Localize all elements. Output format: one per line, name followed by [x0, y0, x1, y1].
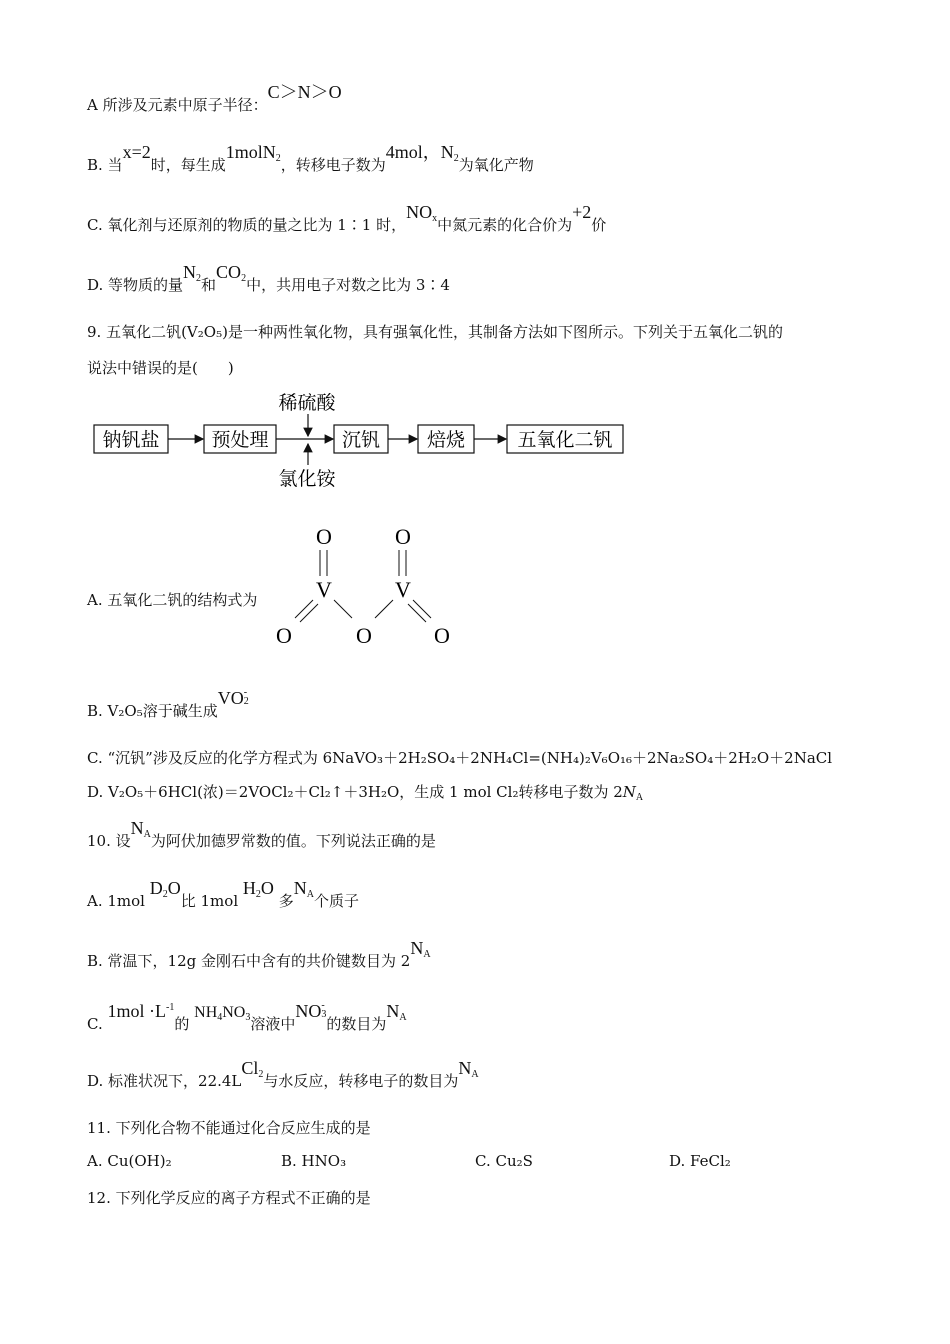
vo2-sub: 2	[243, 696, 249, 707]
q9-option-d	[87, 782, 643, 808]
vo2-main: VO	[217, 688, 244, 708]
x-equals: x=2	[122, 142, 151, 162]
valence-value: +2	[572, 202, 592, 222]
n2-main: N	[183, 262, 197, 282]
d2o-sub: 2	[162, 889, 168, 900]
q10-option-a	[87, 878, 359, 917]
avogadro-sub: A	[635, 792, 644, 803]
d2o-d: D	[149, 878, 163, 898]
n2-amount-sub: 2	[275, 153, 281, 164]
co2-main: CO	[216, 262, 242, 282]
q10-a-more: 多	[278, 892, 294, 910]
na-sub-b: A	[423, 949, 431, 960]
na-main-c: N	[386, 1001, 400, 1021]
d2o-formula: $D_2O$	[149, 878, 181, 900]
q10-d-text: D. 标准状况下，22.4L	[87, 1072, 242, 1090]
vo2-ion	[218, 688, 249, 708]
n2-amount	[226, 142, 281, 162]
q11-option-d: D. FeCl₂	[669, 1152, 731, 1170]
box-label-3: 沉钒	[341, 429, 381, 451]
reagent-ammonium-chloride: 氯化铵	[278, 468, 336, 490]
q8-option-a	[87, 82, 342, 115]
na-sub-c: A	[399, 1012, 407, 1023]
co2-sub: 2	[241, 273, 247, 284]
q10-a-pre: A. 1mol	[87, 892, 145, 910]
atom-o-bottom-left: O	[276, 623, 292, 648]
q10-option-d	[87, 1058, 479, 1097]
q10-d-end: 与水反应，转移电子的数目为	[263, 1072, 459, 1090]
vo2-charge: -	[243, 687, 248, 698]
n2-formula	[183, 262, 201, 282]
q8-d-and: 和	[201, 276, 217, 294]
nox-main: NO	[406, 202, 433, 222]
q8-c-end: 价	[591, 216, 607, 234]
h2o-h: H	[242, 878, 256, 898]
q8-d-end: 中，共用电子对数之比为 3∶4	[246, 276, 450, 294]
q8-b-mid2: ，转移电子数为	[280, 156, 386, 174]
q11-stem: 11. 下列化合物不能通过化合反应生成的是	[87, 1119, 371, 1137]
q10-a-than: 比 1mol	[180, 892, 239, 910]
na-sub: A	[143, 829, 151, 840]
no3-main: NO	[295, 1001, 322, 1021]
q8-b-text: B. 当	[87, 156, 123, 174]
co2-formula	[216, 262, 246, 282]
q9-stem-line1: 9. 五氧化二钒(V₂O₅)是一种两性氧化物，具有强氧化性，其制备方法如下图所示。下列关于五氧化二钒的	[87, 323, 783, 341]
q8-b-end: 为氧化产物	[458, 156, 534, 174]
q9-d-text: D. V₂O₅＋6HCl(浓)＝2VOCl₂＋Cl₂↑＋3H₂O，生成 1 mol Cl₂转移电子数为 2	[87, 783, 623, 801]
q10-option-c	[87, 1000, 407, 1040]
q8-a-text: A 所涉及元素中原子半径：	[87, 96, 268, 114]
q8-b-mid: 时，每生成	[150, 156, 226, 174]
q9-option-c: C. “沉钒”涉及反应的化学方程式为 6NaVO₃＋2H₂SO₄＋2NH₄Cl=(NH₄)₂V₆O₁₆＋2Na₂SO₄＋2H₂O＋2NaCl	[87, 749, 833, 767]
cl2-main: Cl	[241, 1058, 259, 1078]
na-main-a: N	[293, 878, 307, 898]
q10-option-b	[87, 938, 431, 977]
q10-c-pre: C.	[87, 1015, 103, 1033]
na-main-b: N	[410, 938, 424, 958]
q10-b-text: B. 常温下，12g 金刚石中含有的共价键数目为 2	[87, 952, 411, 970]
q9-option-a: A. 五氧化二钒的结构式为	[87, 591, 258, 609]
atom-o-bridge: O	[356, 623, 372, 648]
cl2-formula	[241, 1058, 263, 1078]
four-mol: 4mol，	[385, 142, 441, 162]
radius-order-formula: C＞N＞O	[267, 82, 342, 102]
v2o5-structural-formula	[270, 520, 470, 650]
q11-option-a: A. Cu(OH)₂	[87, 1152, 172, 1170]
na-sub-a: A	[306, 889, 314, 900]
atom-o-bottom-right: O	[434, 623, 450, 648]
atom-o-top-left: O	[316, 524, 332, 549]
na-symbol-c	[386, 1001, 406, 1021]
q10-c-count: 的数目为	[326, 1015, 387, 1033]
q11-option-b: B. HNO₃	[281, 1152, 347, 1170]
reagent-dilute-sulfuric-acid: 稀硫酸	[278, 392, 336, 414]
vo2-charge-stack	[244, 688, 249, 706]
q8-option-d	[87, 262, 450, 301]
h2o-sub: 2	[255, 889, 261, 900]
na-sub-d: A	[471, 1069, 479, 1080]
q8-d-text: D. 等物质的量	[87, 276, 184, 294]
q9-stem-line2: 说法中错误的是( )	[87, 359, 234, 377]
box-label-2: 预处理	[211, 429, 269, 451]
q10-a-end: 个质子	[313, 892, 359, 910]
q10-stem-pre: 10. 设	[87, 832, 131, 850]
atom-v-left: V	[316, 577, 332, 602]
q10-stem	[87, 818, 436, 857]
q9-option-b	[87, 687, 249, 721]
q10-c-solution: 溶液中	[250, 1015, 296, 1033]
nh4no3-formula: $NH_4NO_3$	[194, 1004, 251, 1023]
conc-main: 1mol ·L	[107, 1001, 166, 1021]
na-main-d: N	[458, 1058, 472, 1078]
n2-sub-d: 2	[196, 273, 202, 284]
q9-b-text: B. V₂O₅溶于碱生成	[87, 702, 218, 720]
q12-stem: 12. 下列化学反应的离子方程式不正确的是	[87, 1189, 371, 1207]
na-symbol	[131, 818, 151, 838]
concentration-unit: $1mol \cdot L^{-1}$	[107, 1001, 175, 1021]
q8-option-b	[87, 142, 534, 181]
cl2-sub: 2	[258, 1069, 264, 1080]
na-main: N	[130, 818, 144, 838]
na-symbol-a	[294, 878, 314, 898]
no3-ion: NO - 3	[295, 1000, 327, 1021]
na-symbol-b	[410, 938, 430, 958]
nox-sub: x	[432, 213, 438, 224]
q8-c-mid: 中氮元素的化合价为	[437, 216, 573, 234]
box-label-1: 钠钒盐	[102, 429, 160, 451]
avogadro-symbol: N	[622, 783, 636, 801]
q8-c-text: C. 氧化剂与还原剂的物质的量之比为 1∶1 时，	[87, 216, 407, 234]
q10-c-of: 的	[174, 1015, 190, 1033]
nox-formula	[406, 202, 437, 222]
q10-stem-post: 为阿伏加德罗常数的值。下列说法正确的是	[150, 832, 436, 850]
atom-o-top-right: O	[395, 524, 411, 549]
n2-symbol: N	[440, 142, 454, 162]
n2-sub: 2	[453, 153, 459, 164]
na-symbol-d	[458, 1058, 478, 1078]
box-label-5: 五氧化二钒	[517, 429, 613, 451]
atom-v-right: V	[395, 577, 411, 602]
v2o5-process-flowchart	[90, 390, 650, 495]
h2o-formula: $H_2O$	[242, 878, 274, 900]
nh4no3-nh: NH	[194, 1004, 218, 1021]
q11-option-c: C. Cu₂S	[475, 1152, 533, 1170]
box-label-4: 焙烧	[426, 429, 466, 451]
n2-amount-main: 1molN	[225, 142, 276, 162]
q8-option-c	[87, 202, 607, 241]
n2-product	[441, 142, 459, 162]
